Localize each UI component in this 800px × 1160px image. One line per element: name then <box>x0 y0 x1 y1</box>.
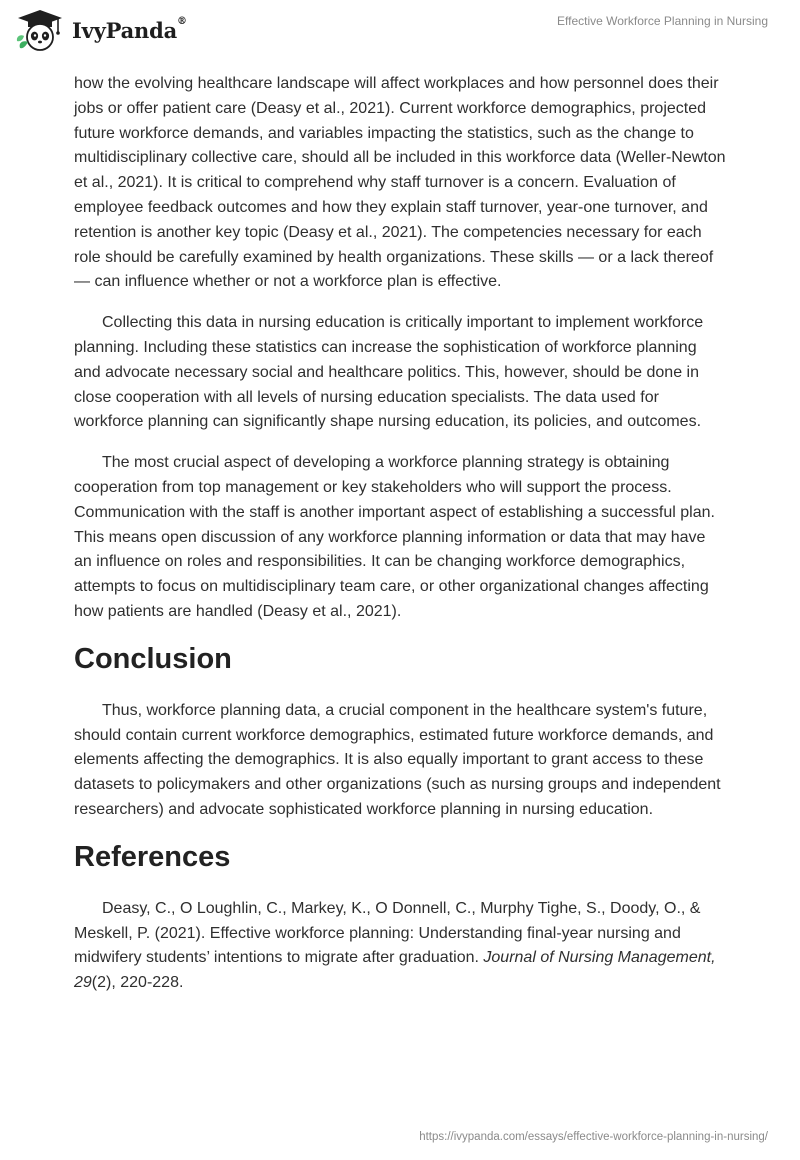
page-header <box>0 0 800 60</box>
body-paragraph: how the evolving healthcare landscape will affect workplaces and how personnel does their jobs or offer patient care (Deasy et al., 2021). Current workforce demographics, projected future workforce demands, and variables impacting the statistics, such as the change to multidisciplinary collective care, should all be included in this workforce data (Weller-Newton et al., 2021). It is critical to comprehend why staff turnover is a concern. Evaluation of employee feedback outcomes and how they explain staff turnover, year-one turnover, and retention is another key topic (Deasy et al., 2021). The competencies necessary for each role should be carefully examined by health organizations. These skills — or a lack thereof — can influence whether or not a workforce plan is effective. <box>74 75 726 291</box>
journal-title: Journal of Nursing Management, 29 <box>74 949 716 992</box>
conclusion-heading: Conclusion <box>74 642 232 675</box>
reference-entry: Deasy, C., O Loughlin, C., Markey, K., O Donnell, C., Murphy Tighe, S., Doody, O., & Meskell, P. (2021). Effective workforce planning: Understanding final-year nursing and midwifery students’ intentions to migrate after graduation. Journal of Nursing Management, 29(2), 220-228. <box>74 899 716 992</box>
ivypanda-logo[interactable] <box>14 8 187 52</box>
essay-content <box>74 72 726 1012</box>
source-url[interactable]: https://ivypanda.com/essays/effective-workforce-planning-in-nursing/ <box>419 1131 768 1143</box>
references-heading: References <box>74 840 231 873</box>
panda-graduate-icon <box>14 8 66 52</box>
document-title: Effective Workforce Planning in Nursing <box>557 14 768 28</box>
brand-name: IvyPanda® <box>72 15 187 43</box>
body-paragraph: The most crucial aspect of developing a workforce planning strategy is obtaining cooperation from top management or key stakeholders who will support the process. Communication with the staff is another important aspect of establishing a successful plan. This means open discussion of any workforce planning information or data that may have an influence on roles and responsibilities. It can be changing workforce demographics, attempts to focus on multidisciplinary team care, or other organizational changes affecting how patients are handled (Deasy et al., 2021). <box>74 454 715 620</box>
conclusion-paragraph: Thus, workforce planning data, a crucial component in the healthcare system's future, should contain current workforce demographics, estimated future workforce demands, and elements affecting the demographics. It is also equally important to grant access to these datasets to policymakers and other organizations (such as nursing groups and independent researchers) and advocate sophisticated workforce planning in nursing education. <box>74 701 721 818</box>
body-paragraph: Collecting this data in nursing education is critically important to implement workforce planning. Including these statistics can increase the sophistication of workforce planning and advocate necessary social and healthcare politics. This, however, should be done in close cooperation with all levels of nursing education specialists. The data used for workforce planning can significantly shape nursing education, its policies, and outcomes. <box>74 314 704 431</box>
